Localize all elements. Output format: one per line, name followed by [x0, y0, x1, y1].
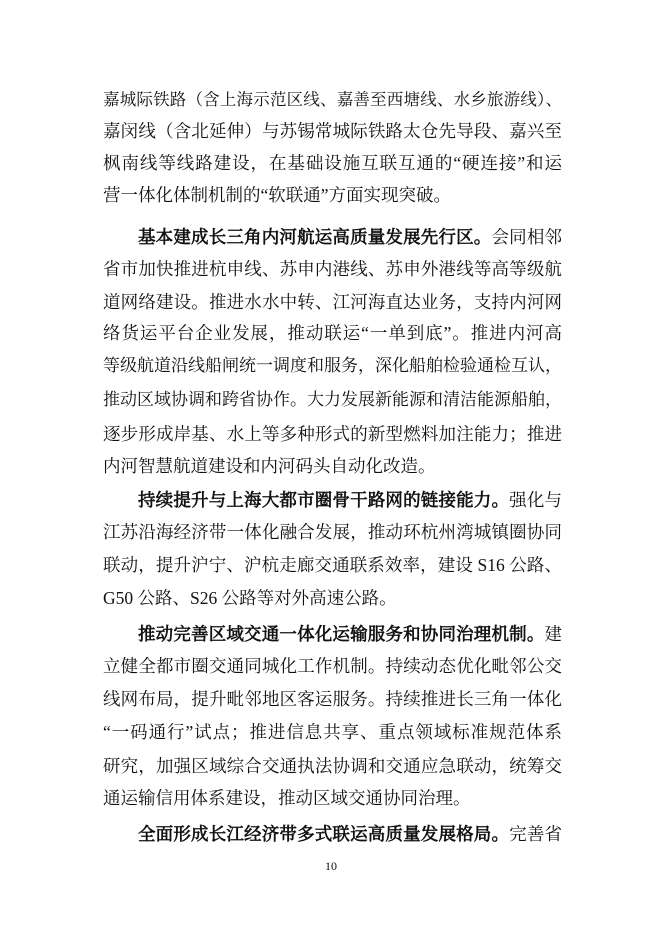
paragraph-heading: 推动完善区域交通一体化运输服务和协同治理机制。: [138, 624, 545, 644]
paragraph-heading: 基本建成长三角内河航运高质量发展先行区。: [138, 227, 492, 247]
text-line: [103, 753, 562, 779]
text-line: [103, 519, 562, 545]
paragraph-text: 内河智慧航道建设和内河码头自动化改造。: [103, 456, 436, 476]
text-line: [103, 421, 562, 447]
paragraph-heading: 全面形成长江经济带多式联运高质量发展格局。: [138, 824, 510, 844]
text-line: [103, 487, 562, 513]
paragraph-text: 强化与: [509, 490, 562, 510]
text-line: [103, 87, 562, 113]
text-line: [103, 453, 562, 479]
paragraph-text: 会同相邻: [491, 227, 562, 247]
text-line: [103, 821, 562, 847]
paragraph-text: 营一体化体制机制的“软联通”方面实现突破。: [103, 185, 452, 205]
paragraph-text: 嘉城际铁路（含上海示范区线、嘉善至西塘线、水乡旅游线）、: [103, 90, 562, 109]
paragraph-text: 联动，提升沪宁、沪杭走廊交通联系效率，建设 S16 公路、: [103, 555, 562, 575]
paragraph-heading: 持续提升与上海大都市圈骨干路网的链接能力。: [138, 490, 510, 510]
text-line: [103, 785, 562, 811]
paragraph-text: 省市加快推进杭申线、苏申内港线、苏申外港线等高等级航: [103, 259, 562, 279]
paragraph-text: 通运输信用体系建设，推动区域交通协同治理。: [103, 788, 471, 808]
paragraph-text: 研究，加强区域综合交通执法协调和交通应急联动，统筹交: [103, 756, 562, 776]
paragraph-text: G50 公路、S26 公路等对外高速公路。: [103, 588, 397, 608]
paragraph-text: 推动区域协调和跨省协作。大力发展新能源和清洁能源船舶，: [103, 390, 562, 409]
paragraph-text: 立健全都市圈交通同城化工作机制。持续动态优化毗邻公交: [103, 656, 562, 676]
text-line: [103, 118, 562, 144]
text-line: [103, 387, 562, 413]
paragraph-text: 等级航道沿线船闸统一调度和服务，深化船舶检验通检互认，: [103, 356, 562, 375]
paragraph-text: 道网络建设。推进水水中转、江河海直达业务，支持内河网: [103, 292, 562, 312]
text-line: [103, 353, 562, 379]
text-line: [103, 289, 562, 315]
text-line: [103, 585, 562, 611]
paragraph-text: 线网布局，提升毗邻地区客运服务。持续推进长三角一体化: [103, 689, 562, 709]
paragraph-text: 完善省: [509, 824, 562, 844]
text-line: [103, 621, 562, 647]
text-line: [103, 182, 562, 208]
paragraph-text: 嘉闵线（含北延伸）与苏锡常城际铁路太仓先导段、嘉兴至: [103, 121, 562, 141]
page-number: 10: [325, 859, 337, 873]
text-line: [103, 552, 562, 578]
text-line: [103, 150, 562, 176]
text-line: [103, 224, 562, 250]
paragraph-text: 江苏沿海经济带一体化融合发展，推动环杭州湾城镇圈协同: [103, 522, 562, 542]
paragraph-text: 逐步形成岸基、水上等多种形式的新型燃料加注能力；推进: [103, 424, 562, 444]
text-line: [103, 256, 562, 282]
text-line: [103, 653, 562, 679]
paragraph-text: 建: [544, 624, 562, 644]
paragraph-text: 枫南线等线路建设，在基础设施互联互通的“硬连接”和运: [103, 153, 562, 173]
paragraph-text: “一码通行”试点；推进信息共享、重点领域标准规范体系: [103, 722, 562, 742]
paragraph-text: 络货运平台企业发展，推动联运“一单到底”。推进内河高: [103, 323, 562, 343]
text-line: [103, 320, 562, 346]
text-line: [103, 686, 562, 712]
text-line: [103, 719, 562, 745]
